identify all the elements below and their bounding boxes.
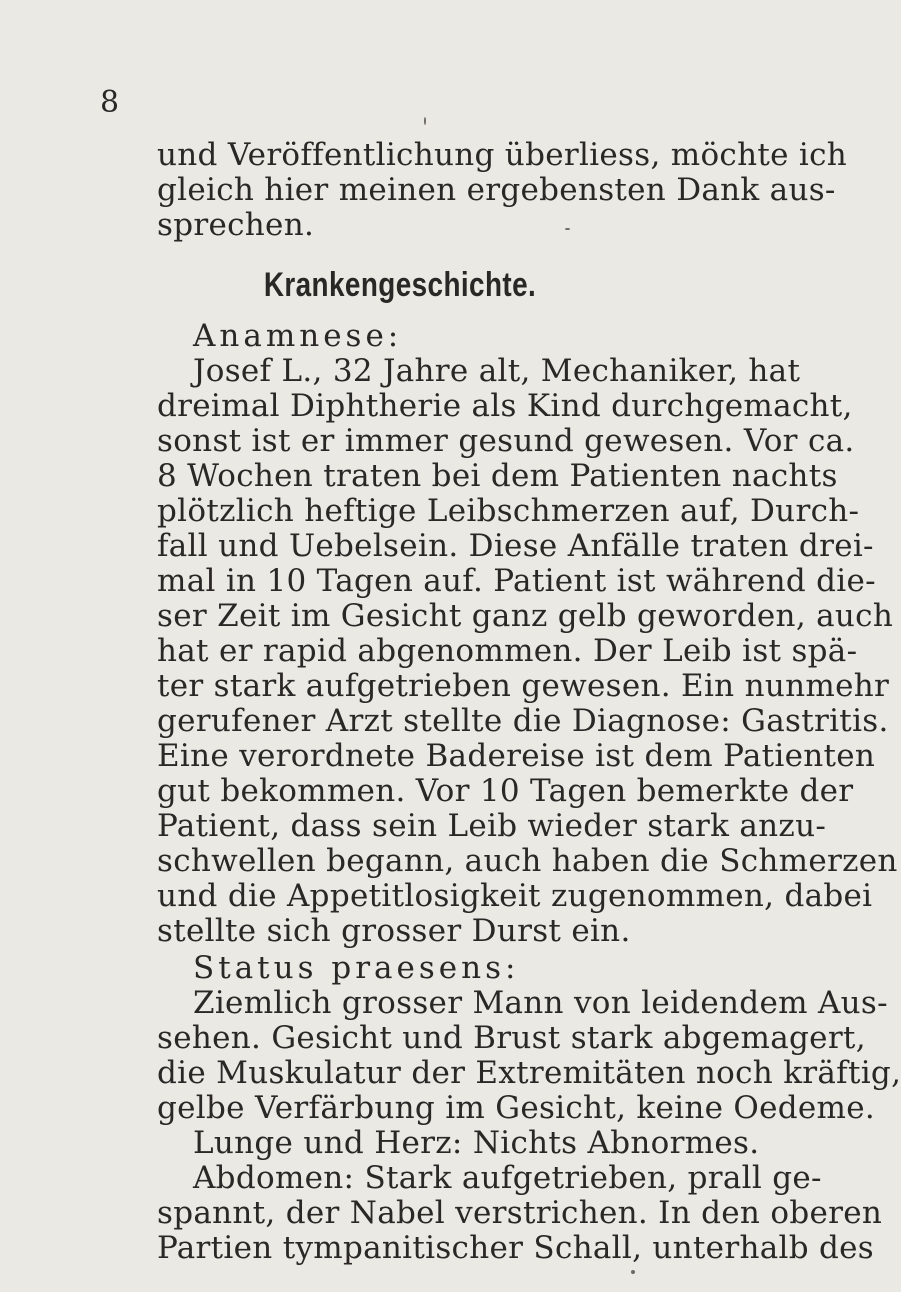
- text-line: gerufener Arzt stellte die Diagnose: Gastritis.: [157, 703, 889, 739]
- text-line: ter stark aufgetrieben gewesen. Ein nunmehr: [157, 668, 890, 704]
- text-line: stellte sich grosser Durst ein.: [157, 913, 631, 949]
- text-line: Lunge und Herz: Nichts Abnormes.: [193, 1125, 760, 1161]
- text-line: gelbe Verfärbung im Gesicht, keine Oedeme.: [157, 1090, 876, 1126]
- paper-speck: [565, 228, 570, 230]
- text-line: Abdomen: Stark aufgetrieben, prall ge-: [193, 1160, 822, 1196]
- text-line: schwellen begann, auch haben die Schmerzen: [157, 843, 898, 879]
- text-line: 8 Wochen traten bei dem Patienten nachts: [157, 458, 838, 494]
- text-line: fall und Uebelsein. Diese Anfälle traten drei-: [157, 528, 874, 564]
- text-line: und die Appetitlosigkeit zugenommen, dabei: [157, 878, 873, 914]
- text-line: sehen. Gesicht und Brust stark abgemagert,: [157, 1020, 866, 1056]
- section-heading: Krankengeschichte.: [263, 266, 537, 304]
- text-line: die Muskulatur der Extremitäten noch kräftig,: [157, 1055, 901, 1091]
- text-line: ser Zeit im Gesicht ganz gelb geworden, auch: [157, 598, 894, 634]
- text-line: Josef L., 32 Jahre alt, Mechaniker, hat: [193, 353, 801, 389]
- text-line: hat er rapid abgenommen. Der Leib ist spä-: [157, 633, 858, 669]
- text-line: Patient, dass sein Leib wieder stark anzu-: [157, 808, 827, 844]
- anamnese-label: Anamnese:: [193, 318, 403, 354]
- status-praesens-label: Status praesens:: [193, 950, 520, 986]
- text-line: Partien tympanitischer Schall, unterhalb des: [157, 1230, 874, 1266]
- text-line: sonst ist er immer gesund gewesen. Vor ca.: [157, 423, 855, 459]
- paper-speck: [631, 1270, 635, 1274]
- text-line: plötzlich heftige Leibschmerzen auf, Durch-: [157, 493, 860, 529]
- text-line: Ziemlich grosser Mann von leidendem Aus-: [193, 985, 888, 1021]
- text-line: dreimal Diphtherie als Kind durchgemacht,: [157, 388, 853, 424]
- text-line: gut bekommen. Vor 10 Tagen bemerkte der: [157, 773, 854, 809]
- text-line: sprechen.: [157, 207, 315, 243]
- text-line: gleich hier meinen ergebensten Dank aus-: [157, 172, 836, 208]
- paper-speck: [424, 117, 426, 125]
- page-number: 8: [100, 85, 120, 120]
- text-line: Eine verordnete Badereise ist dem Patienten: [157, 738, 876, 774]
- text-line: und Veröffentlichung überliess, möchte ich: [157, 137, 848, 173]
- text-line: mal in 10 Tagen auf. Patient ist während die-: [157, 563, 876, 599]
- text-line: spannt, der Nabel verstrichen. In den oberen: [157, 1195, 883, 1231]
